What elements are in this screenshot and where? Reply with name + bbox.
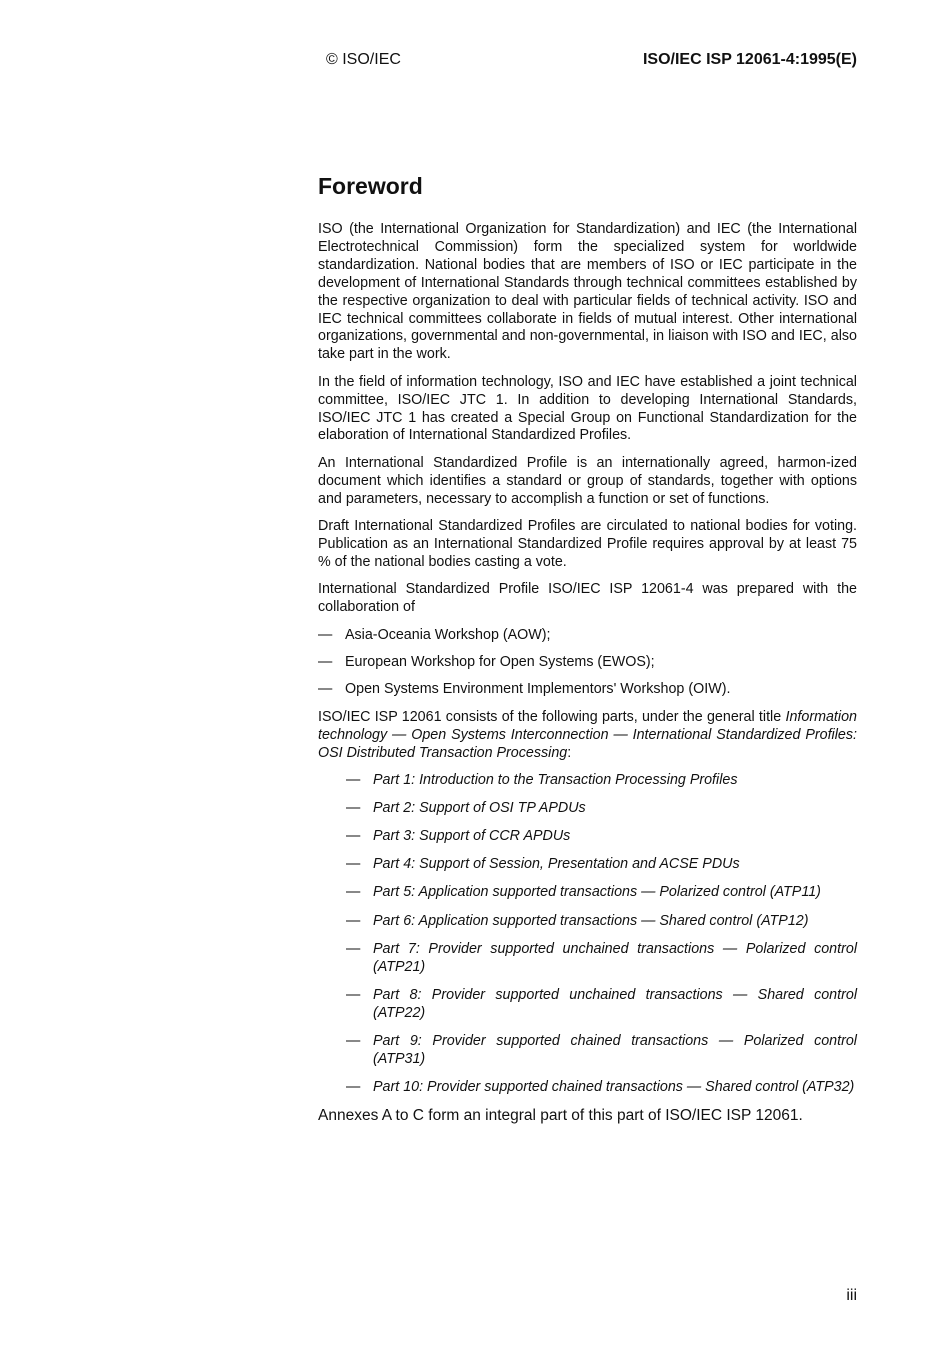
part-title: Part 6: Application supported transactions — Shared control (ATP12) xyxy=(373,912,809,929)
part-title: Part 1: Introduction to the Transaction Processing Profiles xyxy=(373,772,738,789)
list-item xyxy=(346,1033,857,1069)
list-item xyxy=(346,856,857,874)
parts-intro-lead: ISO/IEC ISP 12061 consists of the following parts, under the general title xyxy=(318,708,782,725)
paragraph-draft-voting: Draft International Standardized Profiles are circulated to national bodies for voting. Publication as an International Standardized Profile requires approval by at least 75 % of the national bodies casting a vote. xyxy=(318,518,857,570)
dash-marker: — xyxy=(346,912,361,929)
collaborator-text: Open Systems Environment Implementors' Workshop (OIW). xyxy=(345,681,731,698)
part-title: Part 2: Support of OSI TP APDUs xyxy=(373,800,586,817)
paragraph-collaboration: International Standardized Profile ISO/IEC ISP 12061-4 was prepared with the collaboration of xyxy=(318,581,857,616)
parts-list xyxy=(318,772,857,1096)
dash-marker: — xyxy=(346,856,361,873)
collaborator-text: European Workshop for Open Systems (EWOS); xyxy=(345,654,655,671)
list-item xyxy=(346,800,857,818)
list-item xyxy=(318,681,857,699)
paragraph-iso-iec: ISO (the International Organization for Standardization) and IEC (the International Electrotechnical Commission) form the specialized system for worldwide standardization. National bodies that are members of ISO or IEC participate in the development of International Standards through technical committees established by the respective organization to deal with particular fields of technical activity. ISO and IEC technical committees collaborate in fields of mutual interest. Other international organizations, governmental and non-governmental, in liaison with ISO and IEC, also take part in the work. xyxy=(318,221,857,363)
part-title: Part 8: Provider supported unchained transactions — Shared control (ATP22) xyxy=(373,986,857,1021)
paragraph-jtc1: In the field of information technology, ISO and IEC have established a joint technical committee, ISO/IEC JTC 1. In addition to developing International Standards, ISO/IEC JTC 1 has created a Special Group on Functional Standardization for the elaboration of International Standardized Profiles. xyxy=(318,373,857,444)
paragraph-parts-intro xyxy=(318,709,857,763)
list-item xyxy=(318,654,857,672)
paragraph-isp-definition: An International Standardized Profile is an internationally agreed, harmon-ized document which identifies a standard or group of standards, together with options and parameters, necessary to accomplish a function or set of functions. xyxy=(318,454,857,507)
list-item xyxy=(346,913,857,931)
page-number: iii xyxy=(846,1287,857,1304)
dash-marker: — xyxy=(346,1078,361,1095)
list-item xyxy=(346,987,857,1023)
annex-note: Annexes A to C form an integral part of this part of ISO/IEC ISP 12061. xyxy=(318,1106,803,1124)
part-title: Part 3: Support of CCR APDUs xyxy=(373,828,571,845)
parts-general-title: Information technology — Open Systems Interconnection — International Standardized Profiles: OSI Distributed Transaction Processing xyxy=(318,708,857,761)
dash-marker: — xyxy=(346,884,361,901)
part-title: Part 7: Provider supported unchained transactions — Polarized control (ATP21) xyxy=(373,940,857,975)
part-title: Part 4: Support of Session, Presentation and ACSE PDUs xyxy=(373,856,740,873)
collaborator-list xyxy=(318,627,857,700)
header-copyright: © ISO/IEC xyxy=(326,51,401,68)
dash-marker: — xyxy=(318,626,333,643)
part-title: Part 5: Application supported transactions — Polarized control (ATP11) xyxy=(373,884,821,901)
part-title: Part 10: Provider supported chained transactions — Shared control (ATP32) xyxy=(373,1078,855,1095)
collaborator-text: Asia-Oceania Workshop (AOW); xyxy=(345,626,551,643)
foreword-body xyxy=(318,221,857,1134)
dash-marker: — xyxy=(346,986,361,1003)
list-item xyxy=(346,828,857,846)
list-item xyxy=(346,1079,857,1097)
parts-intro-tail: : xyxy=(567,744,572,761)
dash-marker: — xyxy=(346,940,361,957)
dash-marker: — xyxy=(346,772,361,789)
list-item xyxy=(318,627,857,645)
list-item xyxy=(346,772,857,790)
list-item xyxy=(346,941,857,977)
dash-marker: — xyxy=(318,681,333,698)
page-title: Foreword xyxy=(318,173,423,199)
dash-marker: — xyxy=(346,828,361,845)
part-title: Part 9: Provider supported chained transactions — Polarized control (ATP31) xyxy=(373,1032,857,1067)
dash-marker: — xyxy=(346,800,361,817)
header-standard-id: ISO/IEC ISP 12061-4:1995(E) xyxy=(642,51,857,68)
list-item xyxy=(346,884,857,902)
dash-marker: — xyxy=(318,654,333,671)
dash-marker: — xyxy=(346,1032,361,1049)
